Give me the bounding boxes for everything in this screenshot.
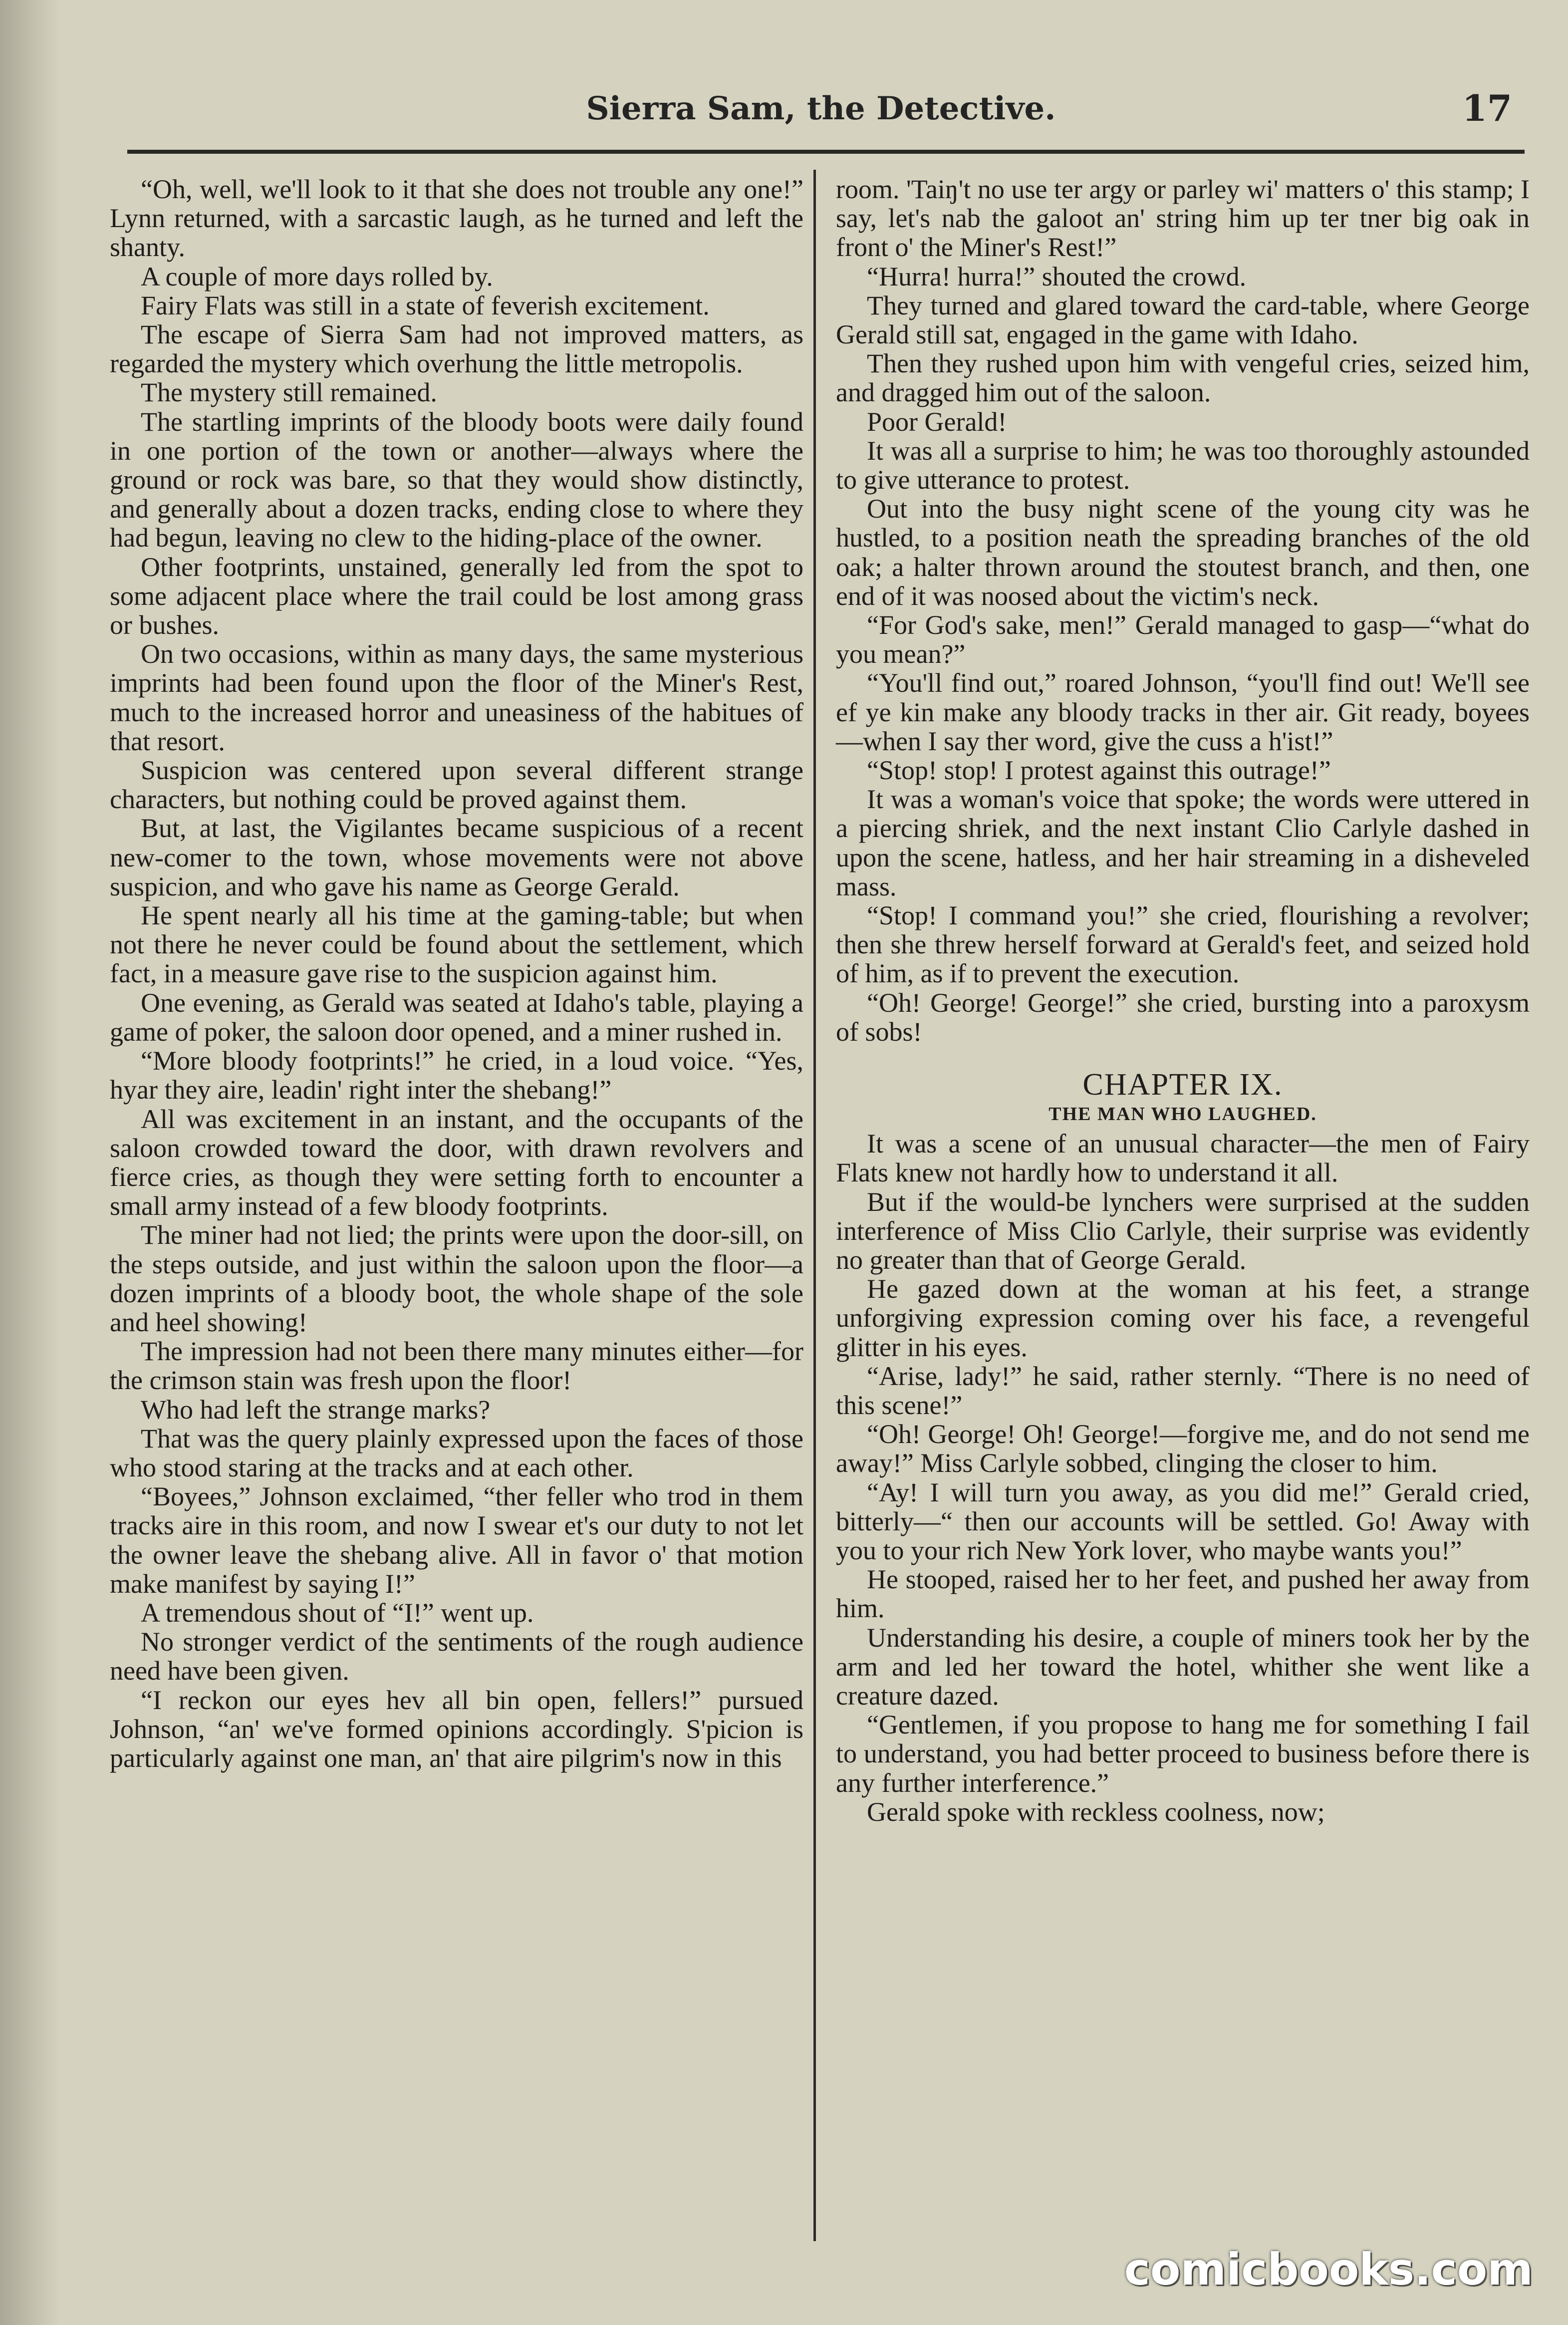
paragraph: That was the query plainly expressed upon the faces of those who stood staring at the tracks and at each other. [110, 1423, 803, 1482]
right-column [836, 175, 1530, 1826]
page-edge-shadow [0, 0, 60, 2325]
page-header [115, 85, 1527, 140]
paragraph: Who had left the strange marks? [141, 1394, 491, 1425]
paragraph: “I reckon our eyes hev all bin open, fellers!” pursued Johnson, “an' we've formed opinions accordingly. S'picion is particularly against one man, an' that aire pilgrim's now in this [110, 1685, 803, 1773]
paragraph: Then they rushed upon him with vengeful cries, seized him, and dragged him out of the saloon. [836, 348, 1530, 408]
paragraph: The startling imprints of the bloody boots were daily found in one portion of the town or another—always where the ground or rock was bare, so that they would show distinctly, and generally about a dozen tracks, ending close to where they had begun, leaving no clew to the hiding-place of the owner. [110, 406, 803, 553]
chapter-heading: CHAPTER IX. [1082, 1068, 1283, 1102]
paragraph: But, at last, the Vigilantes became suspicious of a recent new-comer to the town, whose movements were not above suspicion, and who gave his name as George Gerald. [110, 813, 803, 901]
paragraph: They turned and glared toward the card-table, where George Gerald still sat, engaged in the game with Idaho. [836, 290, 1530, 350]
paragraph: Poor Gerald! [867, 406, 1007, 437]
paragraph: “Oh! George! Oh! George!—forgive me, and do not send me away!” Miss Carlyle sobbed, clinging the closer to him. [836, 1419, 1530, 1478]
paragraph: “Stop! stop! I protest against this outrage!” [867, 755, 1331, 786]
paragraph: “For God's sake, men!” Gerald managed to gasp—“what do you mean?” [836, 610, 1530, 669]
source-watermark: comicbooks.com [1124, 2244, 1533, 2295]
column-divider [813, 170, 816, 2241]
paragraph: It was all a surprise to him; he was too thoroughly astounded to give utterance to protest. [836, 435, 1530, 495]
running-title: Sierra Sam, the Detective. [586, 90, 1056, 127]
paragraph: “You'll find out,” roared Johnson, “you'll find out! We'll see ef ye kin make any bloody tracks in ther air. Git ready, boyees—when I say ther word, give the cuss a h'ist!” [836, 668, 1530, 756]
paragraph: “Ay! I will turn you away, as you did me!” Gerald cried, bitterly—“ then our accounts will be settled. Go! Away with you to your rich New York lover, who maybe wants you!” [836, 1477, 1530, 1565]
paragraph: But if the would-be lynchers were surprised at the sudden interference of Miss Clio Carlyle, their surprise was evidently no greater than that of George Gerald. [836, 1186, 1530, 1275]
paragraph: He spent nearly all his time at the gaming-table; but when not there he never could be found about the settlement, which fact, in a measure gave rise to the suspicion against him. [110, 900, 803, 989]
page-number: 17 [1462, 87, 1512, 129]
paragraph: “Oh! George! George!” she cried, bursting into a paroxysm of sobs! [836, 987, 1530, 1047]
paragraph: It was a woman's voice that spoke; the words were uttered in a piercing shriek, and the next instant Clio Carlyle dashed in upon the scene, hatless, and her hair streaming in a disheveled mass. [836, 784, 1530, 901]
paragraph: “Oh, well, we'll look to it that she does not trouble any one!” Lynn returned, with a sarcastic laugh, as he turned and left the shanty. [110, 174, 803, 263]
paragraph: The mystery still remained. [141, 377, 437, 408]
paragraph: The impression had not been there many minutes either—for the crimson stain was fresh upon the floor! [110, 1336, 803, 1396]
chapter-subtitle: THE MAN WHO LAUGHED. [1048, 1104, 1317, 1125]
paragraph: It was a scene of an unusual character—the men of Fairy Flats knew not hardly how to understand it all. [836, 1129, 1530, 1188]
paragraph: Fairy Flats was still in a state of feverish excitement. [141, 290, 710, 320]
paragraph: Suspicion was centered upon several different strange characters, but nothing could be proved against them. [110, 755, 803, 815]
paragraph: Understanding his desire, a couple of miners took her by the arm and led her toward the hotel, whither she went like a creature dazed. [836, 1622, 1530, 1711]
paragraph: Other footprints, unstained, generally led from the spot to some adjacent place where the trail could be lost among grass or bushes. [110, 552, 803, 640]
paragraph: He gazed down at the woman at his feet, a strange unforgiving expression coming over his face, a revengeful glitter in his eyes. [836, 1274, 1530, 1362]
paragraph: He stooped, raised her to her feet, and pushed her away from him. [836, 1564, 1530, 1624]
paragraph: No stronger verdict of the sentiments of the rough audience need have been given. [110, 1627, 803, 1686]
paragraph: “Stop! I command you!” she cried, flourishing a revolver; then she threw herself forward at Gerald's feet, and seized hold of him, as if to prevent the execution. [836, 900, 1530, 989]
paragraph: One evening, as Gerald was seated at Idaho's table, playing a game of poker, the saloon door opened, and a miner rushed in. [110, 987, 803, 1047]
paragraph: “Boyees,” Johnson exclaimed, “ther feller who trod in them tracks aire in this room, and now I swear et's our duty to not let the owner leave the shebang alive. All in favor o' that motion make manifest by saying I!” [110, 1481, 803, 1599]
paragraph: “Arise, lady!” he said, rather sternly. “There is no need of this scene!” [836, 1361, 1530, 1420]
paragraph: “Hurra! hurra!” shouted the crowd. [867, 261, 1247, 291]
paragraph: “Gentlemen, if you propose to hang me for something I fail to understand, you had better proceed to business before there is any further interference.” [836, 1710, 1530, 1798]
paragraph-continued: room. 'Taiŋ't no use ter argy or parley wi' matters o' this stamp; I say, let's nab the galoot an' string him up ter tner big oak in front o' the Miner's Rest!” [836, 174, 1530, 263]
paragraph: The escape of Sierra Sam had not improved matters, as regarded the mystery which overhung the little metropolis. [110, 319, 803, 379]
paragraph: A couple of more days rolled by. [141, 261, 493, 291]
paragraph: Gerald spoke with reckless coolness, now; [867, 1796, 1325, 1827]
paragraph: On two occasions, within as many days, the same mysterious imprints had been found upon the floor of the Miner's Rest, much to the increased horror and uneasiness of the habitues of that resort. [110, 639, 803, 756]
paragraph: Out into the busy night scene of the young city was he hustled, to a position neath the spreading branches of the old oak; a halter thrown around the stoutest branch, and then, one end of it was noosed about the victim's neck. [836, 494, 1530, 611]
header-rule [127, 150, 1525, 154]
paragraph: All was excitement in an instant, and the occupants of the saloon crowded toward the door, with drawn revolvers and fierce cries, as though they were setting forth to encounter a small army instead of a few bloody footprints. [110, 1104, 803, 1221]
left-column [110, 175, 803, 1772]
paragraph: “More bloody footprints!” he cried, in a loud voice. “Yes, hyar they aire, leadin' right inter the shebang!” [110, 1046, 803, 1105]
paragraph: A tremendous shout of “I!” went up. [141, 1597, 534, 1628]
paragraph: The miner had not lied; the prints were upon the door-sill, on the steps outside, and just within the saloon upon the floor—a dozen imprints of a bloody boot, the whole shape of the sole and heel showing! [110, 1220, 803, 1337]
